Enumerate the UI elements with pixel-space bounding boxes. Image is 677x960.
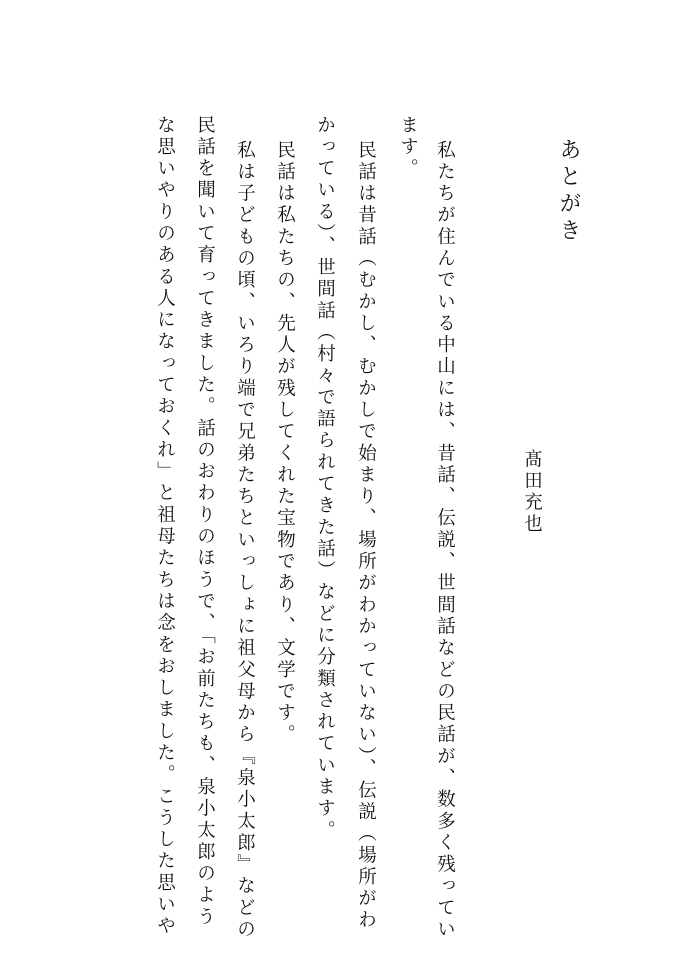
body-column: ます。	[397, 115, 419, 180]
body-column: な思いやりのある人になっておくれ」と祖母たちは念をおしました。こうした思いや	[154, 115, 176, 938]
body-column: 民話は私たちの、先人が残してくれた宝物であり、文学です。	[274, 140, 296, 747]
body-column: 民話を聞いて育ってきました。話のおわりのほうで、「お前たちも、泉小太郎のよう	[194, 115, 216, 929]
document-title: あとがき	[556, 138, 581, 246]
body-column: 私たちが住んでいる中山には、昔話、伝説、世間話などの民話が、数多く残ってい	[434, 140, 456, 941]
author-name: 髙田充也	[521, 449, 543, 536]
body-column: 民話は昔話（むかし、むかしで始まり、場所がわかっていない）、伝説（場所がわ	[355, 140, 377, 932]
body-column: かっている）、世間話（村々で語られてきた話）などに分類されています。	[314, 115, 336, 842]
body-column: 私は子どもの頃、いろり端で兄弟たちといっしょに祖父母から『泉小太郎』などの	[234, 140, 256, 941]
